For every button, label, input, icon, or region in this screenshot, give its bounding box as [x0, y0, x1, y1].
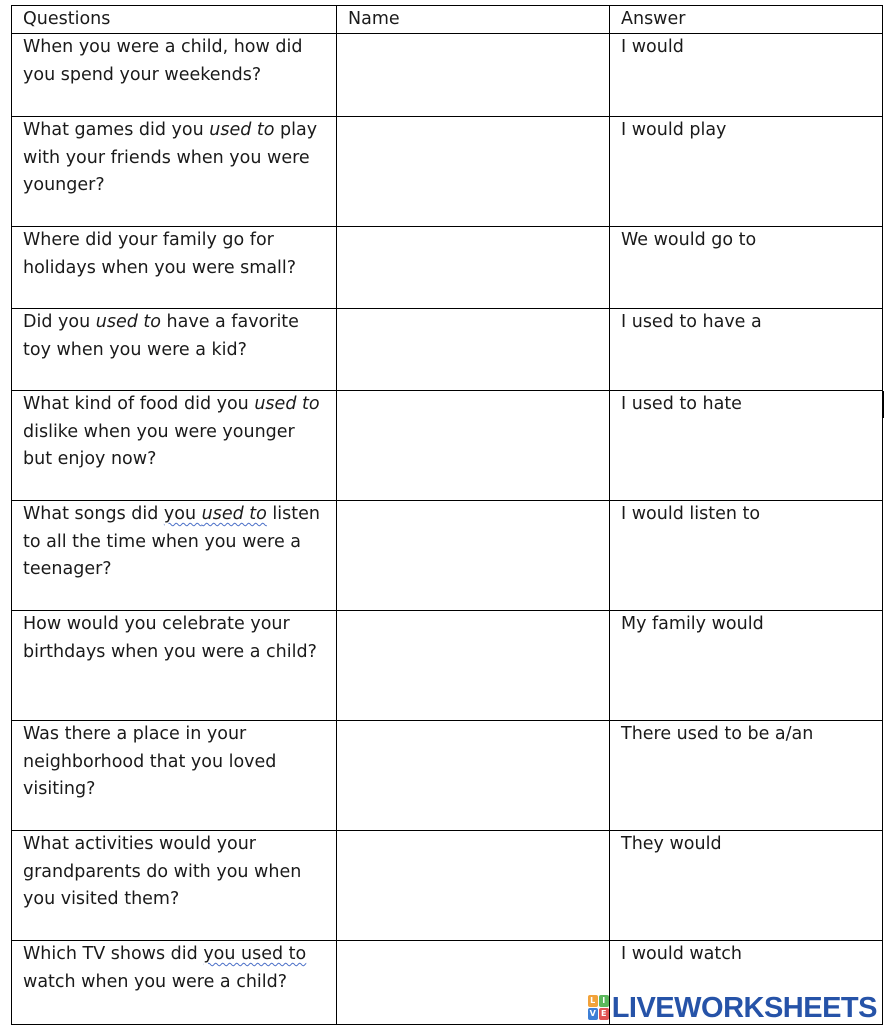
table-row — [12, 831, 883, 941]
question-text: you used to — [203, 944, 307, 964]
answer-prompt: My family would — [621, 614, 764, 634]
answer-prompt: There used to be a/an — [621, 724, 814, 744]
question-text: play with your friends when you were younger? — [23, 120, 318, 195]
question-cell — [12, 501, 337, 611]
question-text: used to — [254, 394, 320, 414]
logo-text: LIVEWORKSHEETS — [611, 992, 877, 1024]
question-text: What kind of food did you — [23, 394, 255, 414]
table-row — [12, 721, 883, 831]
question-text: Which TV shows did — [23, 944, 204, 964]
question-text: Was there a place in your neighborhood that you loved visiting? — [23, 724, 277, 799]
liveworksheets-logo — [588, 993, 877, 1023]
table-row — [12, 501, 883, 611]
question-text: used to — [209, 120, 275, 140]
worksheet-table — [11, 5, 883, 1025]
question-cell — [12, 611, 337, 721]
answer-cell[interactable] — [610, 721, 883, 831]
question-cell — [12, 117, 337, 227]
name-input-cell[interactable] — [337, 309, 610, 391]
table-row — [12, 227, 883, 309]
name-input-cell[interactable] — [337, 501, 610, 611]
name-input-cell[interactable] — [337, 117, 610, 227]
table-row — [12, 391, 883, 501]
text-cursor — [883, 391, 884, 418]
question-cell — [12, 941, 337, 1025]
answer-cell[interactable] — [610, 34, 883, 117]
name-input-cell[interactable] — [337, 831, 610, 941]
question-text: Did you — [23, 312, 96, 332]
answer-cell[interactable] — [610, 117, 883, 227]
question-text: What games did you — [23, 120, 210, 140]
name-header: Name — [337, 6, 610, 34]
name-input-cell[interactable] — [337, 721, 610, 831]
question-text: When you were a child, how did you spend your weekends? — [23, 37, 303, 85]
table-row — [12, 117, 883, 227]
answer-prompt: I would watch — [621, 944, 742, 964]
logo-mark-letter: L — [588, 995, 598, 1007]
logo-mark-letter: E — [599, 1008, 609, 1020]
questions-header: Questions — [12, 6, 337, 34]
answer-prompt: I would listen to — [621, 504, 761, 524]
logo-mark-letter: V — [589, 1009, 596, 1018]
answer-header: Answer — [610, 6, 883, 34]
question-text: listen to all the time when you were a teenager? — [23, 504, 320, 579]
answer-cell[interactable] — [610, 501, 883, 611]
name-input-cell[interactable] — [337, 227, 610, 309]
question-text: How would you celebrate your birthdays when you were a child? — [23, 614, 317, 662]
question-cell — [12, 227, 337, 309]
name-input-cell[interactable] — [337, 34, 610, 117]
name-input-cell[interactable] — [337, 941, 610, 1025]
question-text: watch when you were a child? — [23, 971, 288, 992]
question-text: have a favorite toy when you were a kid? — [23, 312, 299, 360]
table-row — [12, 309, 883, 391]
answer-cell[interactable] — [610, 227, 883, 309]
header-row — [12, 6, 883, 34]
question-text: dislike when you were younger but enjoy now? — [23, 421, 295, 469]
question-text: used to — [201, 504, 267, 524]
question-cell — [12, 721, 337, 831]
table-body — [12, 34, 883, 1025]
question-text: What activities would your grandparents do with you when you visited them? — [23, 834, 302, 909]
answer-prompt: I would — [621, 37, 684, 57]
answer-cell[interactable] — [610, 611, 883, 721]
answer-prompt: I used to have a — [621, 312, 762, 332]
question-cell — [12, 391, 337, 501]
answer-prompt: We would go to — [621, 230, 757, 250]
question-text: used to — [95, 312, 161, 332]
question-cell — [12, 831, 337, 941]
liveworksheets-logo-mark-icon — [588, 995, 610, 1021]
answer-cell[interactable] — [610, 391, 883, 501]
logo-mark-letter: I — [599, 995, 609, 1007]
question-text: What songs did — [23, 504, 164, 524]
table-row — [12, 611, 883, 721]
answer-prompt: They would — [621, 834, 722, 854]
question-cell — [12, 309, 337, 391]
answer-prompt: I would play — [621, 120, 727, 140]
question-text: Where did your family go for holidays when you were small? — [23, 230, 297, 278]
name-input-cell[interactable] — [337, 611, 610, 721]
question-cell — [12, 34, 337, 117]
answer-cell[interactable] — [610, 831, 883, 941]
table-row — [12, 34, 883, 117]
answer-prompt: I used to hate — [621, 394, 742, 414]
question-text: you — [163, 504, 202, 524]
name-input-cell[interactable] — [337, 391, 610, 501]
answer-cell[interactable] — [610, 309, 883, 391]
